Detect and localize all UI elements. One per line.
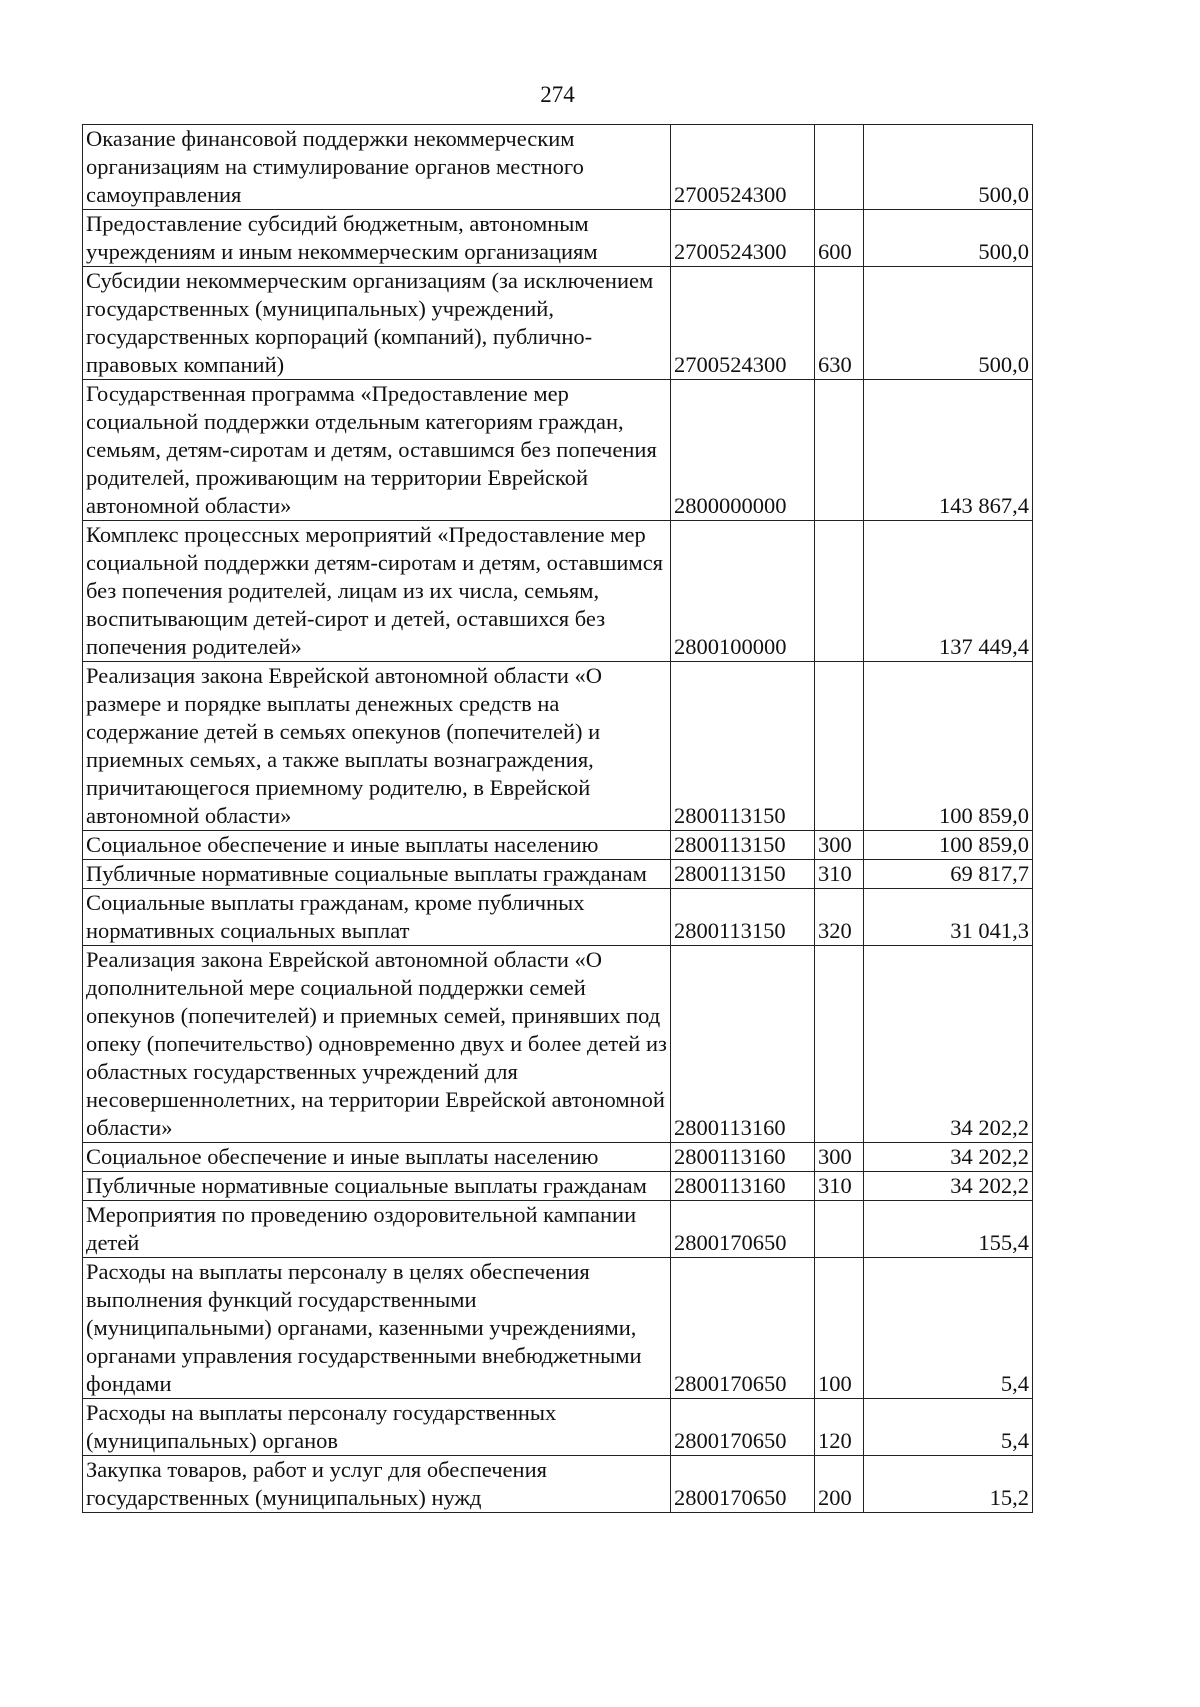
- table-row: [83, 1143, 1033, 1172]
- row-code: 2800113150: [671, 860, 815, 889]
- row-type: [815, 1201, 864, 1258]
- table-row: [83, 946, 1033, 1143]
- table-row: [83, 1258, 1033, 1399]
- row-type: [815, 946, 864, 1143]
- row-code: 2800170650: [671, 1258, 815, 1399]
- table-row: [83, 831, 1033, 860]
- row-code: 2800113160: [671, 946, 815, 1143]
- table-row: [83, 1456, 1033, 1513]
- row-name: Публичные нормативные социальные выплаты гражданам: [83, 1172, 671, 1201]
- row-sum: 34 202,2: [864, 1172, 1033, 1201]
- row-name: Закупка товаров, работ и услуг для обеспечения государственных (муниципальных) нужд: [83, 1456, 671, 1513]
- row-type: 630: [815, 267, 864, 380]
- row-name: Субсидии некоммерческим организациям (за исключением государственных (муниципальных) учреждений, государственных корпораций (компаний), публично-правовых компаний): [83, 267, 671, 380]
- table-row: [83, 380, 1033, 521]
- row-sum: 34 202,2: [864, 946, 1033, 1143]
- row-sum: 500,0: [864, 210, 1033, 267]
- row-code: 2800113150: [671, 889, 815, 946]
- table-row: [83, 662, 1033, 831]
- table-row: [83, 521, 1033, 662]
- row-type: 300: [815, 1143, 864, 1172]
- table-row: [83, 125, 1033, 210]
- row-name: Расходы на выплаты персоналу государственных (муниципальных) органов: [83, 1399, 671, 1456]
- row-type: 300: [815, 831, 864, 860]
- row-type: [815, 380, 864, 521]
- row-name: Реализация закона Еврейской автономной области «О дополнительной мере социальной поддержки семей опекунов (попечителей) и приемных семей, принявших под опеку (попечительство) одновременно двух и более детей из областных государственных учреждений для несовершеннолетних, на территории Еврейской автономной области»: [83, 946, 671, 1143]
- row-code: 2800170650: [671, 1201, 815, 1258]
- row-sum: 100 859,0: [864, 831, 1033, 860]
- table-row: [83, 860, 1033, 889]
- row-code: 2800113160: [671, 1172, 815, 1201]
- row-name: Реализация закона Еврейской автономной области «О размере и порядке выплаты денежных средств на содержание детей в семьях опекунов (попечителей) и приемных семьях, а также выплаты вознаграждения, причитающегося приемному родителю, в Еврейской автономной области»: [83, 662, 671, 831]
- row-code: 2800113150: [671, 662, 815, 831]
- table-row: [83, 1399, 1033, 1456]
- row-code: 2800000000: [671, 380, 815, 521]
- row-name: Социальные выплаты гражданам, кроме публичных нормативных социальных выплат: [83, 889, 671, 946]
- row-name: Мероприятия по проведению оздоровительной кампании детей: [83, 1201, 671, 1258]
- page-number: 274: [540, 82, 575, 107]
- row-sum: 5,4: [864, 1258, 1033, 1399]
- row-name: Государственная программа «Предоставление мер социальной поддержки отдельным категориям граждан, семьям, детям-сиротам и детям, оставшимся без попечения родителей, проживающим на территории Еврейской автономной области»: [83, 380, 671, 521]
- budget-table: [82, 124, 1033, 1513]
- row-name: Социальное обеспечение и иные выплаты населению: [83, 1143, 671, 1172]
- row-type: 100: [815, 1258, 864, 1399]
- row-name: Предоставление субсидий бюджетным, автономным учреждениям и иным некоммерческим организациям: [83, 210, 671, 267]
- row-code: 2700524300: [671, 125, 815, 210]
- table-row: [83, 210, 1033, 267]
- budget-table-body: [83, 125, 1033, 1513]
- row-name: Публичные нормативные социальные выплаты гражданам: [83, 860, 671, 889]
- row-code: 2800100000: [671, 521, 815, 662]
- row-name: Оказание финансовой поддержки некоммерческим организациям на стимулирование органов местного самоуправления: [83, 125, 671, 210]
- row-sum: 34 202,2: [864, 1143, 1033, 1172]
- row-name: Комплекс процессных мероприятий «Предоставление мер социальной поддержки детям-сиротам и детям, оставшимся без попечения родителей, лицам из их числа, семьям, воспитывающим детей-сирот и детей, оставшихся без попечения родителей»: [83, 521, 671, 662]
- row-sum: 15,2: [864, 1456, 1033, 1513]
- table-row: [83, 267, 1033, 380]
- row-name: Социальное обеспечение и иные выплаты населению: [83, 831, 671, 860]
- row-sum: 143 867,4: [864, 380, 1033, 521]
- row-type: 200: [815, 1456, 864, 1513]
- row-sum: 137 449,4: [864, 521, 1033, 662]
- row-code: 2800170650: [671, 1399, 815, 1456]
- row-sum: 69 817,7: [864, 860, 1033, 889]
- table-row: [83, 889, 1033, 946]
- row-code: 2800113160: [671, 1143, 815, 1172]
- row-type: 120: [815, 1399, 864, 1456]
- row-code: 2800113150: [671, 831, 815, 860]
- row-code: 2700524300: [671, 210, 815, 267]
- row-name: Расходы на выплаты персоналу в целях обеспечения выполнения функций государственными (муниципальными) органами, казенными учреждениями, органами управления государственными внебюджетными фондами: [83, 1258, 671, 1399]
- row-code: 2800170650: [671, 1456, 815, 1513]
- table-row: [83, 1172, 1033, 1201]
- row-sum: 500,0: [864, 267, 1033, 380]
- table-row: [83, 1201, 1033, 1258]
- row-type: [815, 521, 864, 662]
- row-type: 310: [815, 1172, 864, 1201]
- row-sum: 500,0: [864, 125, 1033, 210]
- row-type: [815, 125, 864, 210]
- row-type: 310: [815, 860, 864, 889]
- row-sum: 5,4: [864, 1399, 1033, 1456]
- row-type: 600: [815, 210, 864, 267]
- row-sum: 31 041,3: [864, 889, 1033, 946]
- row-code: 2700524300: [671, 267, 815, 380]
- row-sum: 100 859,0: [864, 662, 1033, 831]
- row-type: 320: [815, 889, 864, 946]
- row-sum: 155,4: [864, 1201, 1033, 1258]
- row-type: [815, 662, 864, 831]
